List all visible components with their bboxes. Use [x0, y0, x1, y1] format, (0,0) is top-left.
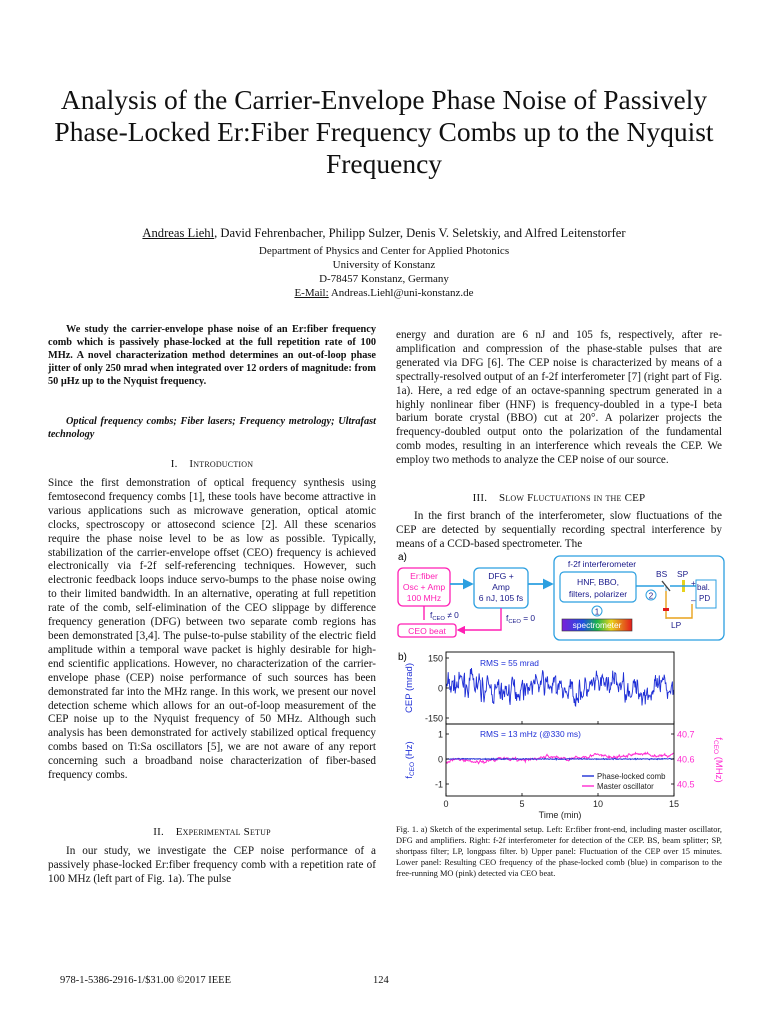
- lower-ytick-label: 1: [437, 729, 443, 740]
- right-ytick-label: 40.5: [677, 779, 695, 790]
- path-2-number: 2: [648, 591, 654, 601]
- bal-label: bal.: [697, 583, 710, 592]
- upper-ylabel: CEP (mrad): [404, 663, 415, 713]
- section-1-title: Introduction: [189, 458, 254, 470]
- right-ytick-label: 40.7: [677, 729, 695, 740]
- lower-ylabel-left: $f_{CEO}$ (Hz): [404, 741, 416, 779]
- cep-trace: [446, 668, 674, 706]
- xtick-label: 0: [443, 799, 449, 809]
- lp-label: LP: [671, 620, 682, 630]
- legend-blue-label: Phase-locked comb: [597, 772, 666, 781]
- co-authors: , David Fehrenbacher, Philipp Sulzer, Denis V. Seletskiy, and Alfred Leitenstorfer: [214, 226, 626, 240]
- first-author: Andreas Liehl: [142, 226, 215, 240]
- osc-line1: Er:fiber: [410, 571, 438, 581]
- dfg-line3: 6 nJ, 105 fs: [478, 593, 524, 603]
- hnf-line1: HNF, BBO,: [576, 577, 620, 587]
- chart-area: [404, 652, 724, 820]
- dfg-line2: Amp: [492, 582, 510, 592]
- dfg-line1: DFG +: [488, 571, 514, 581]
- sp-label: SP: [677, 569, 689, 579]
- longpass-filter: [663, 608, 669, 611]
- upper-ytick-label: 0: [437, 683, 443, 694]
- beam-lp-path: [666, 591, 692, 618]
- fceo-neq-label: $f_{CEO} \ne 0$: [430, 610, 459, 622]
- section-2-heading: [48, 826, 376, 838]
- upper-rms: RMS = 55 mrad: [480, 658, 539, 668]
- pd-label: PD: [699, 594, 711, 603]
- osc-line2: Osc + Amp: [402, 582, 446, 592]
- upper-ytick-label: 150: [427, 653, 443, 664]
- section-3-number: III.: [472, 492, 488, 504]
- page-number: 124: [373, 975, 389, 986]
- xtick-label: 10: [592, 799, 604, 809]
- section-1-number: I.: [170, 458, 178, 470]
- plus-sign: +: [691, 579, 696, 588]
- panel-b-label: b): [398, 652, 407, 663]
- section-2-body: In our study, we investigate the CEP noise performance of a passively phase-locked Er:fiber frequency comb with a repetition rate of 100 MHz (left part of Fig. 1a). The pulse: [48, 845, 376, 885]
- lower-ytick-label: 0: [437, 754, 443, 765]
- section-3-title: Slow Fluctuations in the CEP: [499, 492, 646, 504]
- arrow-dfg-ceo: [458, 608, 501, 630]
- section-3-heading: [396, 492, 722, 504]
- minus-sign: –: [691, 596, 696, 605]
- section-1-body: Since the first demonstration of optical frequency synthesis using femtosecond frequency combs [1], these tools have become attractive in various applications such as microwave generation, optical atomic clocks, spectroscopy or attosecond science [2]. All these scenarios require the phase noise level to be as low as possible. Typically, stabilization of the carrier-envelope offset (CEO) frequency is achieved electronically via f-2f self-referencing techniques. However, such electronic feedback loops induce servo-bumps to the phase noise owing to their limited bandwidth. In an alternative, operating at full repetition rate of the comb, self-elimination of the CEO slippage by difference frequency generation (DFG) between two separate comb regions has been demonstrated [3,4]. The pulse-to-pulse stability of the electric field amplitude within a temporal wave packet is highly desirable for high-end scientific applications. However, no characterization of the carrier-envelope phase (CEP) noise performance of such sources has been demonstrated far into the MHz range. In this work, we present our novel detection scheme which allows for an out-of-loop measurement of the CEP noise up to the Nyquist frequency of 50 MHz. Although such analysis has been demonstrated for actively stabilized optical frequency combs based on Ti:Sa oscillators [5], we are not aware of any report concerning such a broadband noise characterization of fiber-based frequency combs.: [48, 477, 376, 782]
- master-oscillator-trace: [446, 753, 674, 764]
- legend-pink-label: Master oscillator: [597, 782, 654, 791]
- section-3-body: In the first branch of the interferometer, slow fluctuations of the CEP are detected by sequentially recording spectral interference by means of a CCD-based spectrometer. The: [396, 510, 722, 550]
- fceo-eq-label: $f_{CEO} = 0$: [506, 613, 536, 625]
- email-label: E-Mail:: [294, 287, 329, 299]
- xtick-label: 15: [668, 799, 680, 809]
- hnf-line2: filters, polarizer: [568, 589, 628, 599]
- ceo-beat-label: CEO beat: [408, 626, 446, 636]
- lower-ytick-label: -1: [434, 779, 443, 790]
- x-axis-label: Time (min): [538, 810, 582, 820]
- footer-isbn: 978-1-5386-2916-1/$31.00 ©2017 IEEE: [60, 975, 231, 986]
- upper-ytick-label: -150: [424, 713, 443, 724]
- affiliation-line1: Department of Physics and Center for Applied Photonics: [258, 245, 510, 257]
- lower-rms: RMS = 13 mHz (@330 ms): [480, 729, 581, 739]
- figure-caption: Fig. 1. a) Sketch of the experimental setup. Left: Er:fiber front-end, including master oscillator, DFG and amplifiers. Right: f-2f interferometer for detection of the CEP. BS, beam splitter; SP, shortpass filter; LP, longpass filter. b) Upper panel: Fluctuation of the CEP over 15 minutes. Lower panel: Resulting CEO frequency of the phase-locked comb (blue) in comparison to the free-running MO (pink) detected via CEO beat.: [396, 825, 722, 878]
- osc-line3: 100 MHz: [406, 593, 442, 603]
- bs-label: BS: [656, 569, 668, 579]
- abstract: We study the carrier-envelope phase noise of an Er:fiber frequency comb which is passively phase-locked at the full repetition rate of 100 MHz. A novel characterization method determines an out-of-loop phase jitter of only 250 mrad when integrated over 12 orders of magnitude: from 50 µHz up to the Nyquist frequency.: [48, 324, 376, 387]
- email-line: [40, 286, 728, 300]
- keywords: Optical frequency combs; Fiber lasers; Frequency metrology; Ultrafast technology: [48, 416, 376, 440]
- affiliation-line3: D-78457 Konstanz, Germany: [319, 273, 449, 285]
- section-2-title: Experimental Setup: [175, 826, 271, 838]
- right-ytick-label: 40.6: [677, 754, 695, 765]
- path-1-number: 1: [594, 607, 600, 617]
- spectrometer-label: spectrometer: [572, 620, 622, 630]
- panel-a-label: a): [398, 552, 407, 563]
- paper-title: Analysis of the Carrier-Envelope Phase Noise of Passively Phase-Locked Er:Fiber Frequency Combs up to the Nyquist Frequency: [54, 84, 714, 179]
- f2f-label: f-2f interferometer: [567, 559, 637, 569]
- figure-1: [394, 548, 728, 820]
- section-2-continued: energy and duration are 6 nJ and 105 fs, respectively, after re-amplification and compression of the phase-stable pulses that are generated via DFG [6]. The CEP noise is characterized by means of a spectrally-resolved output of an f-2f interferometer [7] (right part of Fig. 1a). Here, a red edge of an octave-spanning spectrum generated in a highly nonlinear fiber (HNF) is frequency-doubled in a type-I beta barium borate crystal (BBO) cut at 20°. A polarizer projects the frequency-doubled output onto the polarization of the fundamental comb modes, resulting in an interference which reveals the CEP. We employ two methods to analyze the CEP noise of our source.: [396, 329, 722, 467]
- lower-ylabel-right: $f_{CEO}$ (MHz): [712, 737, 724, 783]
- section-1-heading: [48, 458, 376, 470]
- email-address[interactable]: Andreas.Liehl@uni-konstanz.de: [330, 287, 474, 299]
- xtick-label: 5: [519, 799, 525, 809]
- affiliation-line2: University of Konstanz: [332, 259, 436, 271]
- section-2-number: II.: [153, 826, 164, 838]
- author-list: [40, 226, 728, 241]
